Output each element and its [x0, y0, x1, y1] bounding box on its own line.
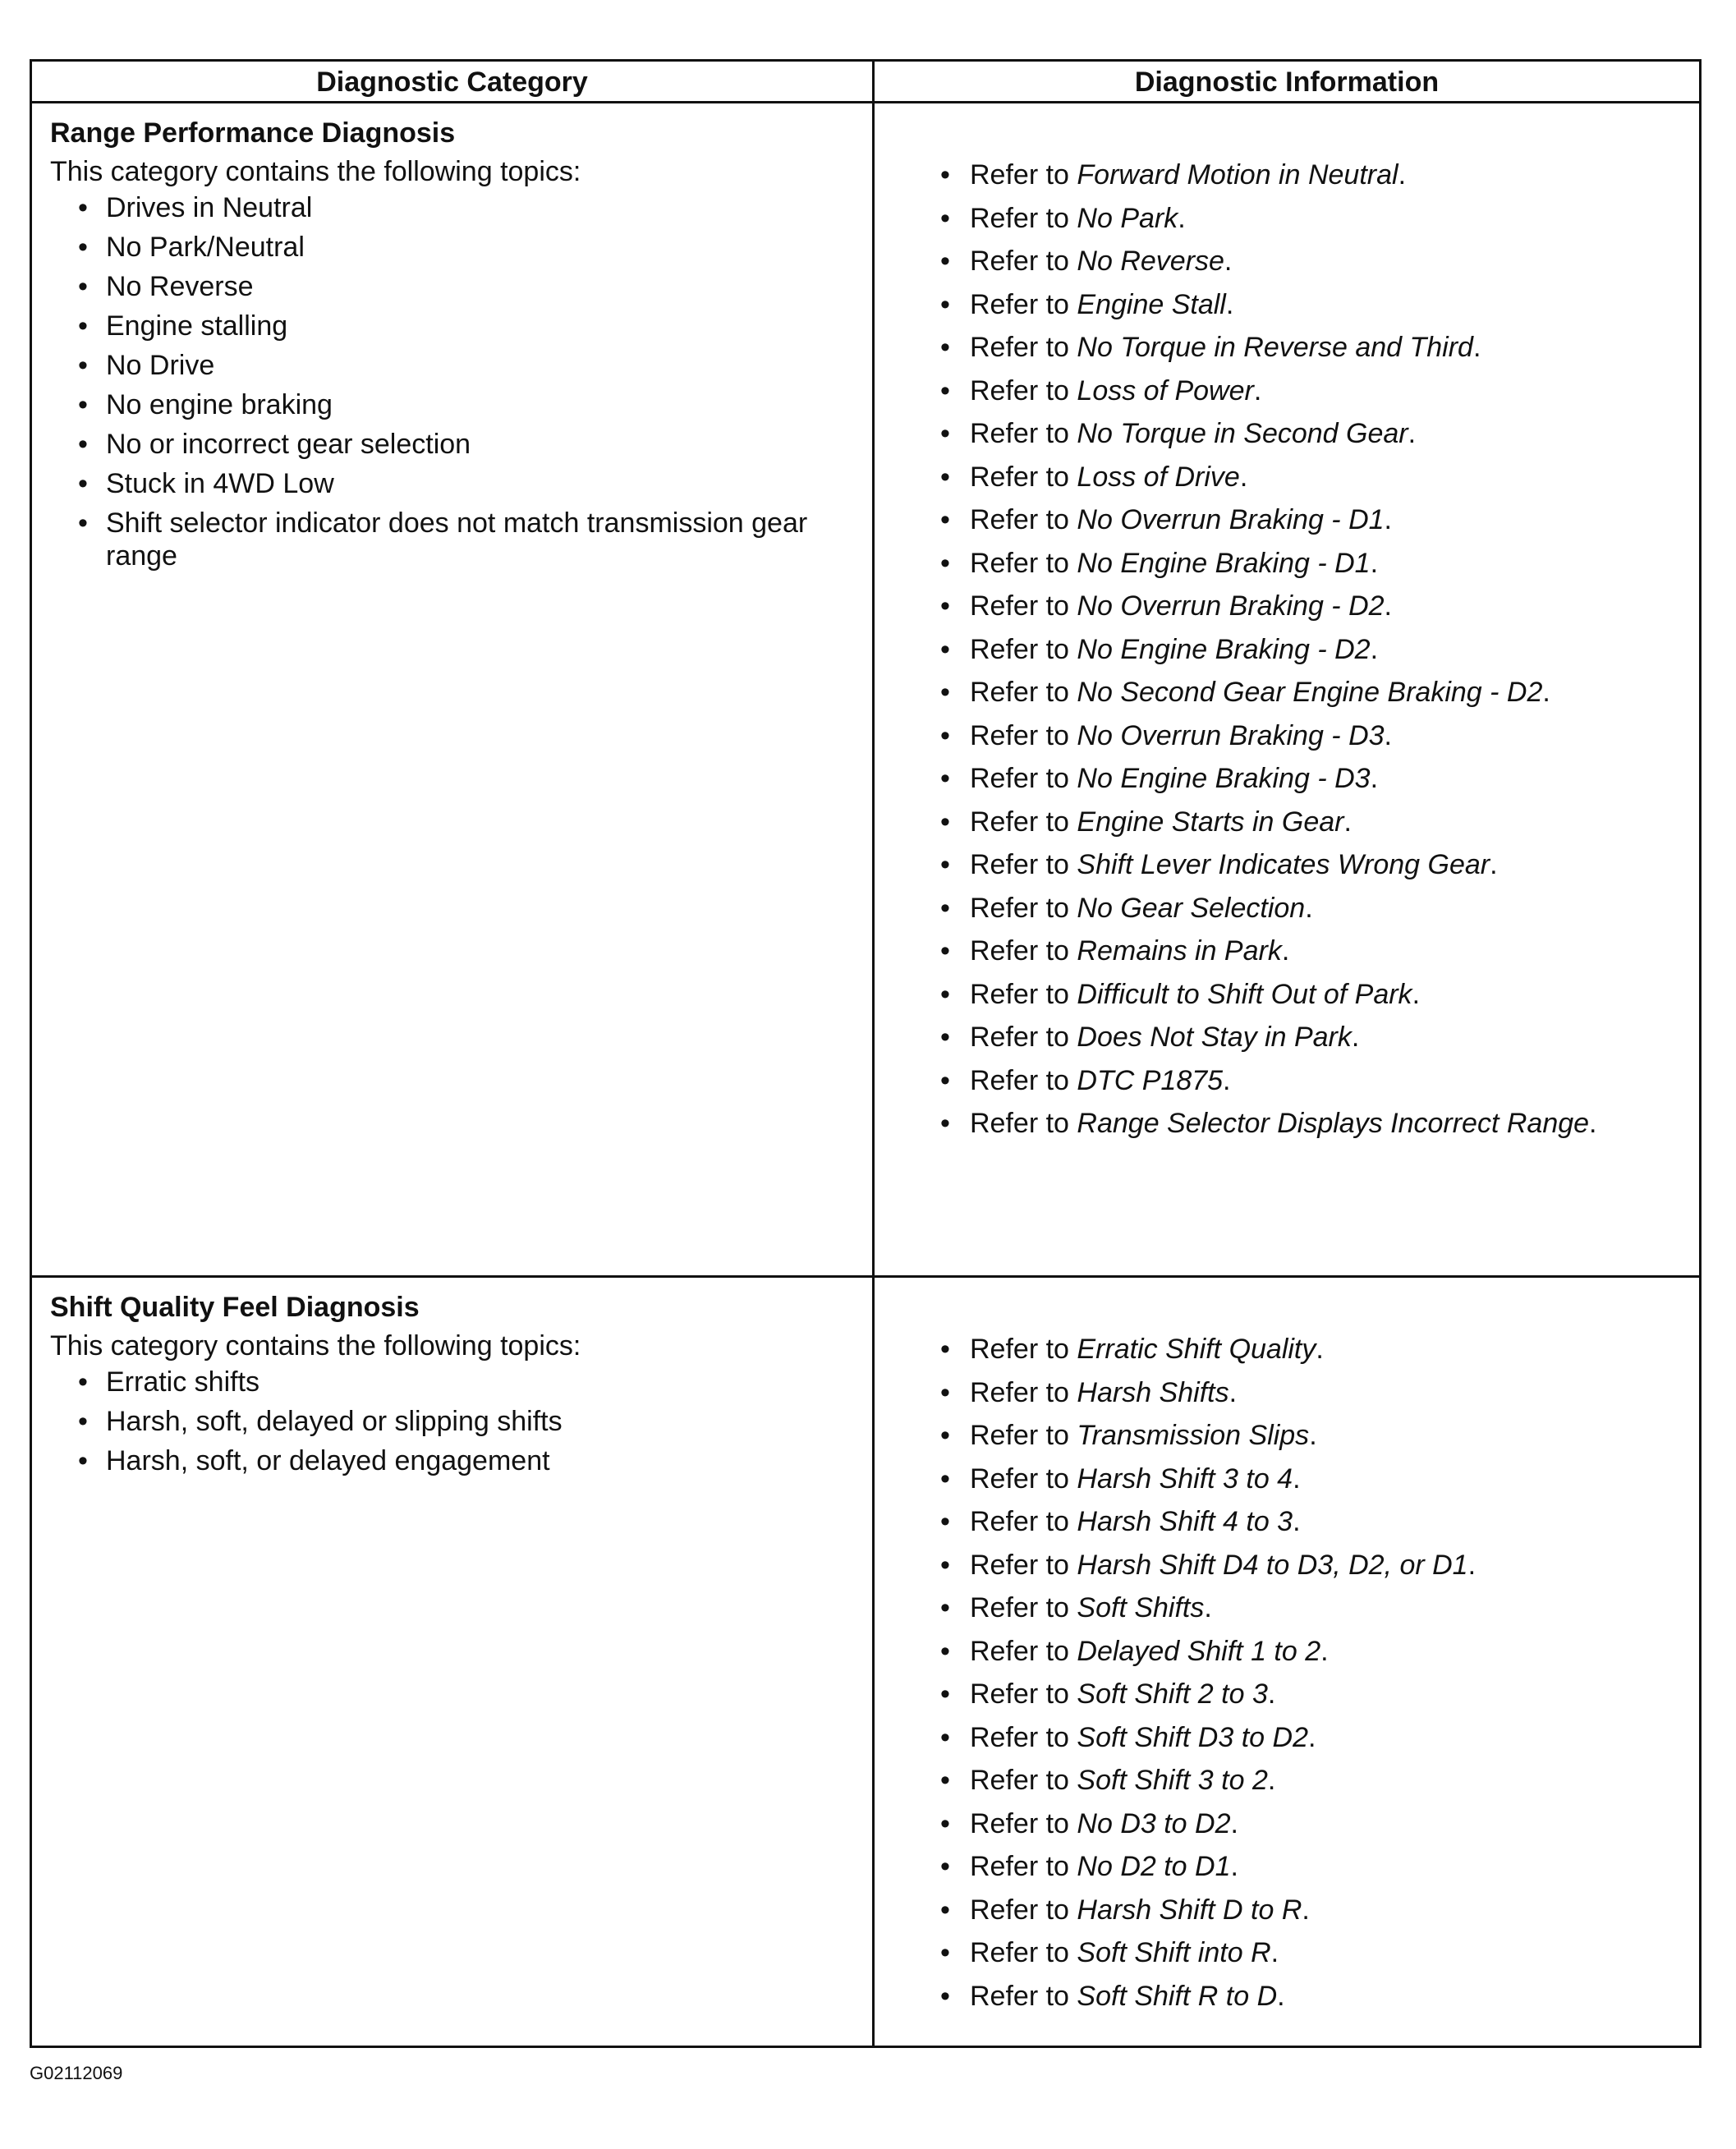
topic-list	[50, 1366, 863, 1477]
topic-item: • Drives in Neutral	[78, 191, 863, 224]
topic-item: • No or incorrect gear selection	[78, 428, 863, 461]
reference-link[interactable]: Range Selector Displays Incorrect Range	[1077, 1108, 1590, 1139]
reference-link[interactable]: Does Not Stay in Park	[1077, 1022, 1352, 1053]
reference-item: • Refer to Does Not Stay in Park.	[940, 1016, 1689, 1059]
reference-link[interactable]: Transmission Slips	[1077, 1420, 1310, 1451]
reference-link[interactable]: No Overrun Braking - D3	[1077, 719, 1385, 751]
reference-link[interactable]: DTC P1875	[1077, 1064, 1224, 1096]
reference-prefix: Refer to	[970, 418, 1069, 449]
reference-prefix: Refer to	[970, 1592, 1069, 1623]
reference-link[interactable]: No Engine Braking - D1	[1077, 547, 1371, 579]
reference-prefix: Refer to	[970, 332, 1069, 363]
reference-item: • Refer to Soft Shift R to D.	[940, 1975, 1689, 2018]
topic-item: • No Drive	[78, 349, 863, 382]
reference-link[interactable]: Soft Shift R to D	[1077, 1980, 1278, 2012]
reference-link[interactable]: Loss of Power	[1077, 374, 1254, 406]
reference-item: • Refer to No D2 to D1.	[940, 1845, 1689, 1889]
reference-item: • Refer to Transmission Slips.	[940, 1414, 1689, 1458]
reference-link[interactable]: Soft Shift 2 to 3	[1077, 1678, 1268, 1710]
reference-link[interactable]: Harsh Shift D to R	[1077, 1894, 1302, 1926]
reference-prefix: Refer to	[970, 202, 1069, 234]
reference-prefix: Refer to	[970, 1022, 1069, 1053]
reference-prefix: Refer to	[970, 374, 1069, 406]
reference-item: • Refer to Soft Shift 3 to 2.	[940, 1759, 1689, 1802]
reference-item: • Refer to Shift Lever Indicates Wrong Gear.	[940, 843, 1689, 887]
reference-item: • Refer to Engine Stall.	[940, 283, 1689, 327]
reference-link[interactable]: No Torque in Reverse and Third	[1077, 332, 1473, 363]
topic-item: • Shift selector indicator does not match transmission gear range	[78, 507, 863, 572]
reference-list	[901, 1328, 1689, 2018]
section-shift-quality-information	[901, 1328, 1689, 2018]
reference-item: • Refer to Soft Shift into R.	[940, 1931, 1689, 1975]
reference-prefix: Refer to	[970, 719, 1069, 751]
reference-prefix: Refer to	[970, 1549, 1069, 1581]
column-divider	[872, 62, 875, 2046]
reference-prefix: Refer to	[970, 461, 1069, 493]
reference-item: • Refer to Range Selector Displays Incorrect Range.	[940, 1102, 1689, 1146]
reference-item: • Refer to Soft Shift 2 to 3.	[940, 1673, 1689, 1716]
reference-item: • Refer to Difficult to Shift Out of Park.	[940, 973, 1689, 1017]
topic-item: • Harsh, soft, or delayed engagement	[78, 1444, 863, 1477]
reference-item: • Refer to No Torque in Second Gear.	[940, 412, 1689, 456]
reference-item: • Refer to No Engine Braking - D1.	[940, 542, 1689, 585]
reference-item: • Refer to Engine Starts in Gear.	[940, 801, 1689, 844]
reference-link[interactable]: Soft Shifts	[1077, 1592, 1205, 1623]
reference-prefix: Refer to	[970, 1506, 1069, 1537]
reference-item: • Refer to Soft Shifts.	[940, 1586, 1689, 1630]
reference-prefix: Refer to	[970, 504, 1069, 535]
reference-prefix: Refer to	[970, 1851, 1069, 1882]
reference-prefix: Refer to	[970, 1108, 1069, 1139]
reference-link[interactable]: Loss of Drive	[1077, 461, 1240, 493]
reference-link[interactable]: Harsh Shift 3 to 4	[1077, 1463, 1293, 1495]
reference-prefix: Refer to	[970, 1937, 1069, 1968]
topic-item: • No engine braking	[78, 388, 863, 421]
section-title: Shift Quality Feel Diagnosis	[50, 1292, 420, 1323]
topic-item: • Harsh, soft, delayed or slipping shifts	[78, 1405, 863, 1438]
reference-link[interactable]: Forward Motion in Neutral	[1077, 159, 1398, 191]
reference-link[interactable]: No D2 to D1	[1077, 1851, 1231, 1882]
reference-link[interactable]: No Gear Selection	[1077, 892, 1306, 924]
reference-item: • Refer to No Overrun Braking - D2.	[940, 585, 1689, 628]
reference-prefix: Refer to	[970, 1678, 1069, 1710]
reference-item: • Refer to Harsh Shifts.	[940, 1371, 1689, 1415]
reference-link[interactable]: Remains in Park	[1077, 935, 1282, 967]
reference-link[interactable]: Harsh Shifts	[1077, 1376, 1229, 1408]
reference-prefix: Refer to	[970, 1721, 1069, 1753]
reference-item: • Refer to No Overrun Braking - D3.	[940, 714, 1689, 758]
reference-prefix: Refer to	[970, 246, 1069, 277]
column-header-category: Diagnostic Category	[316, 67, 588, 98]
reference-prefix: Refer to	[970, 806, 1069, 838]
reference-prefix: Refer to	[970, 1376, 1069, 1408]
reference-link[interactable]: Delayed Shift 1 to 2	[1077, 1635, 1321, 1667]
reference-item: • Refer to No Second Gear Engine Braking - D2.	[940, 671, 1689, 714]
reference-prefix: Refer to	[970, 978, 1069, 1010]
reference-link[interactable]: Soft Shift 3 to 2	[1077, 1765, 1268, 1796]
reference-item: • Refer to DTC P1875.	[940, 1059, 1689, 1103]
reference-prefix: Refer to	[970, 1463, 1069, 1495]
reference-link[interactable]: No D3 to D2	[1077, 1807, 1231, 1839]
reference-link[interactable]: No Park	[1077, 202, 1178, 234]
reference-link[interactable]: Difficult to Shift Out of Park	[1077, 978, 1412, 1010]
reference-item: • Refer to Delayed Shift 1 to 2.	[940, 1630, 1689, 1674]
reference-item: • Refer to Harsh Shift 3 to 4.	[940, 1458, 1689, 1501]
reference-item: • Refer to No Gear Selection.	[940, 887, 1689, 930]
reference-link[interactable]: No Second Gear Engine Braking - D2	[1077, 677, 1543, 708]
topic-item: • Engine stalling	[78, 310, 863, 342]
reference-item: • Refer to Harsh Shift D to R.	[940, 1889, 1689, 1932]
column-header-information: Diagnostic Information	[1134, 67, 1440, 98]
reference-item: • Refer to Harsh Shift D4 to D3, D2, or D1.	[940, 1544, 1689, 1587]
topic-item: • Erratic shifts	[78, 1366, 863, 1398]
reference-prefix: Refer to	[970, 849, 1069, 880]
reference-link[interactable]: No Reverse	[1077, 246, 1224, 277]
reference-prefix: Refer to	[970, 1334, 1069, 1365]
reference-link[interactable]: No Engine Braking - D3	[1077, 763, 1371, 794]
reference-item: • Refer to No Engine Braking - D3.	[940, 757, 1689, 801]
reference-link[interactable]: No Torque in Second Gear	[1077, 418, 1408, 449]
reference-prefix: Refer to	[970, 547, 1069, 579]
reference-list	[901, 154, 1689, 1146]
section-range-performance-category	[50, 114, 863, 579]
reference-prefix: Refer to	[970, 288, 1069, 320]
reference-item: • Refer to No Park.	[940, 197, 1689, 241]
reference-prefix: Refer to	[970, 159, 1069, 191]
reference-item: • Refer to Soft Shift D3 to D2.	[940, 1716, 1689, 1760]
section-intro: This category contains the following topics:	[50, 156, 581, 187]
reference-prefix: Refer to	[970, 892, 1069, 924]
section-intro: This category contains the following topics:	[50, 1330, 581, 1361]
reference-prefix: Refer to	[970, 1420, 1069, 1451]
reference-item: • Refer to Loss of Drive.	[940, 456, 1689, 499]
reference-prefix: Refer to	[970, 1064, 1069, 1096]
reference-link[interactable]: Soft Shift D3 to D2	[1077, 1721, 1308, 1753]
reference-link[interactable]: Erratic Shift Quality	[1077, 1334, 1316, 1365]
section-divider	[32, 1275, 1699, 1278]
reference-link[interactable]: No Engine Braking - D2	[1077, 633, 1371, 665]
reference-item: • Refer to Loss of Power.	[940, 370, 1689, 413]
reference-prefix: Refer to	[970, 935, 1069, 967]
reference-prefix: Refer to	[970, 1807, 1069, 1839]
reference-item: • Refer to Remains in Park.	[940, 930, 1689, 973]
reference-prefix: Refer to	[970, 763, 1069, 794]
reference-item: • Refer to No Torque in Reverse and Third.	[940, 326, 1689, 370]
reference-item: • Refer to Forward Motion in Neutral.	[940, 154, 1689, 197]
reference-item: • Refer to No D3 to D2.	[940, 1802, 1689, 1846]
topic-item: • No Reverse	[78, 270, 863, 303]
reference-prefix: Refer to	[970, 1894, 1069, 1926]
reference-prefix: Refer to	[970, 1980, 1069, 2012]
reference-link[interactable]: No Overrun Braking - D2	[1077, 590, 1385, 622]
reference-link[interactable]: Engine Stall	[1077, 288, 1226, 320]
topic-list	[50, 191, 863, 572]
section-shift-quality-category	[50, 1288, 863, 1484]
diagnostic-table	[30, 59, 1702, 2048]
reference-item: • Refer to Harsh Shift 4 to 3.	[940, 1500, 1689, 1544]
reference-prefix: Refer to	[970, 1765, 1069, 1796]
reference-item: • Refer to No Engine Braking - D2.	[940, 628, 1689, 672]
reference-item: • Refer to No Overrun Braking - D1.	[940, 498, 1689, 542]
section-range-performance-information	[901, 154, 1689, 1146]
reference-link[interactable]: Harsh Shift 4 to 3	[1077, 1506, 1293, 1537]
topic-item: • Stuck in 4WD Low	[78, 467, 863, 500]
reference-link[interactable]: Shift Lever Indicates Wrong Gear	[1077, 849, 1490, 880]
reference-link[interactable]: Soft Shift into R	[1077, 1937, 1271, 1968]
reference-link[interactable]: Harsh Shift D4 to D3, D2, or D1	[1077, 1549, 1468, 1581]
reference-item: • Refer to No Reverse.	[940, 240, 1689, 283]
reference-prefix: Refer to	[970, 590, 1069, 622]
section-title: Range Performance Diagnosis	[50, 117, 456, 149]
reference-link[interactable]: Engine Starts in Gear	[1077, 806, 1344, 838]
reference-prefix: Refer to	[970, 677, 1069, 708]
figure-code: G02112069	[30, 2063, 123, 2083]
topic-item: • No Park/Neutral	[78, 231, 863, 264]
reference-prefix: Refer to	[970, 1635, 1069, 1667]
reference-prefix: Refer to	[970, 633, 1069, 665]
reference-item: • Refer to Erratic Shift Quality.	[940, 1328, 1689, 1371]
reference-link[interactable]: No Overrun Braking - D1	[1077, 504, 1385, 535]
